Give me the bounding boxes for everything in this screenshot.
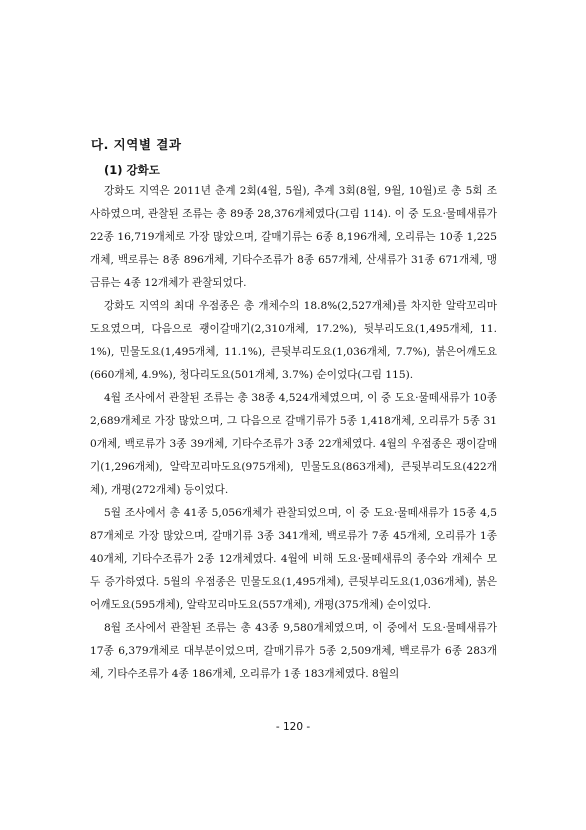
paragraph-dominant-species: 강화도 지역의 최대 우점종은 총 개체수의 18.8%(2,527개체)를 차지한 알락꼬리마도요였으며, 다음으로 괭이갈매기(2,310개체, 17.2%), 뒷부리도요(1,495개체, 11.1%), 민물도요(1,495개체, 11.1%), 큰뒷부리도요(1,036개체, 7.7%), 붉은어깨도요(660개체, 4.9%), 청다리도요(501개체, 3.7%) 순이었다(그림 115). [90,300,497,381]
paragraph-august-survey: 8월 조사에서 관찰된 조류는 총 43종 9,580개체였으며, 이 중에서 도요·물떼새류가 17종 6,379개체로 대부분이었으며, 갈매기류가 5종 2,509개체, 백로류가 6종 283개체, 기타수조류가 4종 186개체, 오리류가 1종 183개체였다. 8월의 [90,622,497,680]
subsection-title: (1) 강화도 [104,163,160,177]
body-text [90,180,497,686]
paragraph-may-survey: 5월 조사에서 총 41종 5,056개체가 관찰되었으며, 이 중 도요·물떼새류가 15종 4,587개체로 가장 많았으며, 갈매기류 3종 341개체, 백로류가 7종 45개체, 오리류가 1종 40개체, 기타수조류가 2종 12개체였다. 4월에 비해 도요·물떼새류의 종수와 개체수 모두 증가하였다. 5월의 우점종은 민물도요(1,495개체), 큰뒷부리도요(1,036개체), 붉은어깨도요(595개체), 알락꼬리마도요(557개체), 개평(375개체) 순이었다. [90,507,497,611]
paragraph-april-survey: 4월 조사에서 관찰된 조류는 총 38종 4,524개체였으며, 이 중 도요·물떼새류가 10종 2,689개체로 가장 많았으며, 그 다음으로 갈매기류가 5종 1,418개체, 오리류가 5종 310개체, 백로류가 3종 39개체, 기타수조류가 3종 22개체였다. 4월의 우점종은 괭이갈매기(1,296개체), 알락꼬리마도요(975개체), 민물도요(863개체), 큰뒷부리도요(422개체), 개평(272개체) 등이었다. [90,392,497,496]
page-number: - 120 - [275,721,311,733]
paragraph-survey-overview: 강화도 지역은 2011년 춘계 2회(4월, 5월), 추계 3회(8월, 9월, 10월)로 총 5회 조사하였으며, 관찰된 조류는 총 89종 28,376개체였다(그림 114). 이 중 도요·물떼새류가 22종 16,719개체로 가장 많았으며, 갈매기류는 6종 8,196개체, 오리류는 10종 1,225개체, 백로류는 8종 896개체, 기타수조류가 8종 657개체, 산새류가 31종 671개체, 맹금류는 4종 12개체가 관찰되었다. [90,185,497,289]
section-title: 다. 지역별 결과 [91,137,182,152]
